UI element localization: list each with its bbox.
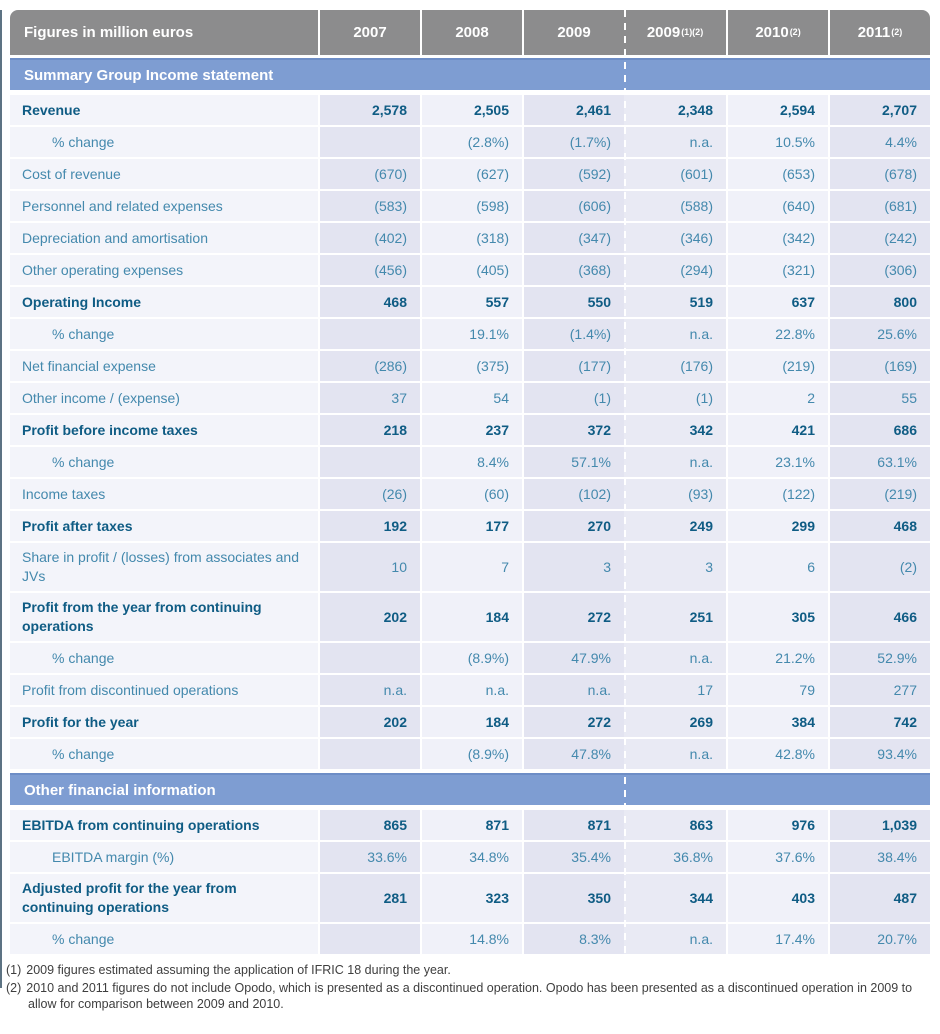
cell-value: (598) xyxy=(422,191,522,221)
cell-value: (640) xyxy=(728,191,828,221)
cell-value: 342 xyxy=(624,415,726,445)
footnote-marker: (2) xyxy=(6,981,22,995)
table-body xyxy=(10,58,930,954)
cell-value: 47.8% xyxy=(524,739,624,769)
cell-value: 10 xyxy=(320,543,420,591)
table-row xyxy=(10,127,930,157)
cell-value: (402) xyxy=(320,223,420,253)
cell-value: 372 xyxy=(524,415,624,445)
cell-value: 270 xyxy=(524,511,624,541)
cell-value: n.a. xyxy=(524,675,624,705)
cell-value: 487 xyxy=(830,874,930,922)
cell-value: 218 xyxy=(320,415,420,445)
cell-value: 277 xyxy=(830,675,930,705)
cell-value: 519 xyxy=(624,287,726,317)
cell-value: (1.4%) xyxy=(524,319,624,349)
table-row xyxy=(10,383,930,413)
row-label: Profit before income taxes xyxy=(10,415,318,445)
cell-value: 184 xyxy=(422,707,522,737)
header-figures-label xyxy=(10,10,318,55)
table-row xyxy=(10,924,930,954)
cell-value: (1) xyxy=(624,383,726,413)
cell-value: 4.4% xyxy=(830,127,930,157)
row-label: % change xyxy=(10,127,318,157)
cell-value: (2) xyxy=(830,543,930,591)
table-row xyxy=(10,447,930,477)
cell-value: 2,594 xyxy=(728,95,828,125)
cell-value: 305 xyxy=(728,593,828,641)
cell-value xyxy=(320,127,420,157)
cell-value: (1) xyxy=(524,383,624,413)
cell-value: (606) xyxy=(524,191,624,221)
cell-value: (219) xyxy=(728,351,828,381)
table-row xyxy=(10,810,930,840)
cell-value: n.a. xyxy=(422,675,522,705)
table-row xyxy=(10,479,930,509)
cell-value: 57.1% xyxy=(524,447,624,477)
year-label: 2009 xyxy=(557,24,591,41)
cell-value: 2,348 xyxy=(624,95,726,125)
cell-value: 184 xyxy=(422,593,522,641)
row-label: EBITDA margin (%) xyxy=(10,842,318,872)
row-label: Operating Income xyxy=(10,287,318,317)
footnote-text: 2009 figures estimated assuming the application of IFRIC 18 during the year. xyxy=(26,963,451,977)
cell-value: 272 xyxy=(524,707,624,737)
cell-value: (681) xyxy=(830,191,930,221)
year-label: 2011 xyxy=(857,24,891,41)
cell-value: 2,505 xyxy=(422,95,522,125)
table-row xyxy=(10,95,930,125)
cell-value xyxy=(320,924,420,954)
year-label: 2008 xyxy=(455,24,489,41)
cell-value: 21.2% xyxy=(728,643,828,673)
cell-value: n.a. xyxy=(624,127,726,157)
cell-value: (294) xyxy=(624,255,726,285)
footnote xyxy=(6,980,934,1012)
cell-value: (176) xyxy=(624,351,726,381)
cell-value: (93) xyxy=(624,479,726,509)
year-label: 2009 xyxy=(646,24,681,41)
cell-value: n.a. xyxy=(624,739,726,769)
cell-value: (375) xyxy=(422,351,522,381)
cell-value: (102) xyxy=(524,479,624,509)
cell-value: 863 xyxy=(624,810,726,840)
cell-value: (169) xyxy=(830,351,930,381)
cell-value: (1.7%) xyxy=(524,127,624,157)
cell-value: 557 xyxy=(422,287,522,317)
row-label: Personnel and related expenses xyxy=(10,191,318,221)
cell-value: 33.6% xyxy=(320,842,420,872)
section-header xyxy=(10,773,930,805)
cell-value: 6 xyxy=(728,543,828,591)
cell-value: 249 xyxy=(624,511,726,541)
cell-value: n.a. xyxy=(624,924,726,954)
cell-value: 37 xyxy=(320,383,420,413)
table-row xyxy=(10,643,930,673)
row-label: Share in profit / (losses) from associates and JVs xyxy=(10,543,318,591)
table-row xyxy=(10,511,930,541)
cell-value: 269 xyxy=(624,707,726,737)
cell-value: 177 xyxy=(422,511,522,541)
year-column-header xyxy=(422,10,522,55)
cell-value: 871 xyxy=(524,810,624,840)
table-row xyxy=(10,874,930,922)
table-row xyxy=(10,191,930,221)
cell-value xyxy=(320,643,420,673)
table-row xyxy=(10,593,930,641)
cell-value: 800 xyxy=(830,287,930,317)
cell-value: 38.4% xyxy=(830,842,930,872)
row-label: Adjusted profit for the year from continuing operations xyxy=(10,874,318,922)
cell-value: 14.8% xyxy=(422,924,522,954)
row-label: Profit for the year xyxy=(10,707,318,737)
cell-value: 1,039 xyxy=(830,810,930,840)
cell-value: 36.8% xyxy=(624,842,726,872)
cell-value: (405) xyxy=(422,255,522,285)
cell-value: (601) xyxy=(624,159,726,189)
table-row xyxy=(10,351,930,381)
row-label: Profit from discontinued operations xyxy=(10,675,318,705)
row-label: Cost of revenue xyxy=(10,159,318,189)
row-label: Revenue xyxy=(10,95,318,125)
row-label: % change xyxy=(10,319,318,349)
cell-value: (8.9%) xyxy=(422,739,522,769)
year-label: 2007 xyxy=(353,24,387,41)
cell-value: (60) xyxy=(422,479,522,509)
footnote xyxy=(6,962,934,978)
cell-value: n.a. xyxy=(320,675,420,705)
year-column-header xyxy=(524,10,624,55)
section-title: Other financial information xyxy=(24,781,216,799)
year-column-header: 2010 $^{(2)}$ xyxy=(728,10,828,55)
table-row xyxy=(10,739,930,769)
cell-value: (177) xyxy=(524,351,624,381)
cell-value: 2,707 xyxy=(830,95,930,125)
header-figures-text: Figures in million euros xyxy=(24,24,194,41)
cell-value: 466 xyxy=(830,593,930,641)
cell-value: (588) xyxy=(624,191,726,221)
cell-value: n.a. xyxy=(624,643,726,673)
year-column-header: 2011 $^{(2)}$ xyxy=(830,10,930,55)
table-row xyxy=(10,159,930,189)
table-row xyxy=(10,842,930,872)
row-label: Depreciation and amortisation xyxy=(10,223,318,253)
year-label: 2010 xyxy=(755,24,789,41)
cell-value: 54 xyxy=(422,383,522,413)
cell-value: 25.6% xyxy=(830,319,930,349)
cell-value: (342) xyxy=(728,223,828,253)
footnote-text: 2010 and 2011 figures do not include Opodo, which is presented as a discontinued operation. Opodo has been presented as a discontinued operation in 2009 to allow for comparison between 2009 and 2010. xyxy=(26,981,913,1011)
cell-value: 637 xyxy=(728,287,828,317)
cell-value: 63.1% xyxy=(830,447,930,477)
cell-value: 23.1% xyxy=(728,447,828,477)
year-column-header xyxy=(320,10,420,55)
cell-value: 237 xyxy=(422,415,522,445)
cell-value: 251 xyxy=(624,593,726,641)
row-label: % change xyxy=(10,447,318,477)
cell-value: 79 xyxy=(728,675,828,705)
cell-value: (346) xyxy=(624,223,726,253)
cell-value: (219) xyxy=(830,479,930,509)
cell-value: 37.6% xyxy=(728,842,828,872)
cell-value: 344 xyxy=(624,874,726,922)
cell-value: 865 xyxy=(320,810,420,840)
cell-value: 2,461 xyxy=(524,95,624,125)
cell-value: 976 xyxy=(728,810,828,840)
cell-value: 47.9% xyxy=(524,643,624,673)
cell-value: 421 xyxy=(728,415,828,445)
cell-value: (286) xyxy=(320,351,420,381)
cell-value: (2.8%) xyxy=(422,127,522,157)
cell-value xyxy=(320,447,420,477)
cell-value: 323 xyxy=(422,874,522,922)
cell-value: 19.1% xyxy=(422,319,522,349)
cell-value: 55 xyxy=(830,383,930,413)
cell-value: 10.5% xyxy=(728,127,828,157)
cell-value: 35.4% xyxy=(524,842,624,872)
table-row xyxy=(10,543,930,591)
cell-value: (627) xyxy=(422,159,522,189)
page-edge-line xyxy=(0,10,2,988)
table-row xyxy=(10,707,930,737)
table-row xyxy=(10,675,930,705)
cell-value: 384 xyxy=(728,707,828,737)
table-row xyxy=(10,415,930,445)
cell-value: 22.8% xyxy=(728,319,828,349)
row-label: % change xyxy=(10,924,318,954)
table-row xyxy=(10,287,930,317)
cell-value: (368) xyxy=(524,255,624,285)
cell-value: 17.4% xyxy=(728,924,828,954)
cell-value: n.a. xyxy=(624,447,726,477)
table-row xyxy=(10,255,930,285)
row-label: EBITDA from continuing operations xyxy=(10,810,318,840)
cell-value: (670) xyxy=(320,159,420,189)
cell-value: 299 xyxy=(728,511,828,541)
cell-value: n.a. xyxy=(624,319,726,349)
cell-value: (318) xyxy=(422,223,522,253)
row-label: Income taxes xyxy=(10,479,318,509)
cell-value: 2 xyxy=(728,383,828,413)
cell-value: (592) xyxy=(524,159,624,189)
footnotes xyxy=(6,962,934,1012)
cell-value: 871 xyxy=(422,810,522,840)
cell-value: (321) xyxy=(728,255,828,285)
cell-value: (122) xyxy=(728,479,828,509)
section-title: Summary Group Income statement xyxy=(24,66,274,84)
cell-value: 42.8% xyxy=(728,739,828,769)
row-label: Other income / (expense) xyxy=(10,383,318,413)
section-header xyxy=(10,58,930,90)
row-label: % change xyxy=(10,643,318,673)
cell-value: (8.9%) xyxy=(422,643,522,673)
cell-value: (242) xyxy=(830,223,930,253)
cell-value: 742 xyxy=(830,707,930,737)
cell-value: 2,578 xyxy=(320,95,420,125)
table-header-row xyxy=(10,10,930,55)
cell-value xyxy=(320,739,420,769)
cell-value: 34.8% xyxy=(422,842,522,872)
cell-value: 93.4% xyxy=(830,739,930,769)
year-column-header: 2009 $^{(1)(2)}$ xyxy=(624,10,726,55)
row-label: Profit from the year from continuing operations xyxy=(10,593,318,641)
cell-value: (456) xyxy=(320,255,420,285)
cell-value: 52.9% xyxy=(830,643,930,673)
cell-value: 8.4% xyxy=(422,447,522,477)
cell-value: (26) xyxy=(320,479,420,509)
table-row xyxy=(10,223,930,253)
cell-value: 281 xyxy=(320,874,420,922)
cell-value: (306) xyxy=(830,255,930,285)
cell-value: 3 xyxy=(524,543,624,591)
cell-value: 686 xyxy=(830,415,930,445)
cell-value: 7 xyxy=(422,543,522,591)
cell-value: 272 xyxy=(524,593,624,641)
cell-value: 8.3% xyxy=(524,924,624,954)
row-label: Net financial expense xyxy=(10,351,318,381)
cell-value: (678) xyxy=(830,159,930,189)
cell-value: 550 xyxy=(524,287,624,317)
cell-value: (583) xyxy=(320,191,420,221)
cell-value: 403 xyxy=(728,874,828,922)
cell-value: (653) xyxy=(728,159,828,189)
cell-value: 192 xyxy=(320,511,420,541)
financial-table xyxy=(10,10,930,954)
cell-value xyxy=(320,319,420,349)
cell-value: (347) xyxy=(524,223,624,253)
cell-value: 20.7% xyxy=(830,924,930,954)
cell-value: 17 xyxy=(624,675,726,705)
row-label: % change xyxy=(10,739,318,769)
row-label: Other operating expenses xyxy=(10,255,318,285)
cell-value: 468 xyxy=(320,287,420,317)
cell-value: 202 xyxy=(320,593,420,641)
cell-value: 468 xyxy=(830,511,930,541)
table-row xyxy=(10,319,930,349)
cell-value: 3 xyxy=(624,543,726,591)
cell-value: 350 xyxy=(524,874,624,922)
row-label: Profit after taxes xyxy=(10,511,318,541)
footnote-marker: (1) xyxy=(6,963,22,977)
cell-value: 202 xyxy=(320,707,420,737)
